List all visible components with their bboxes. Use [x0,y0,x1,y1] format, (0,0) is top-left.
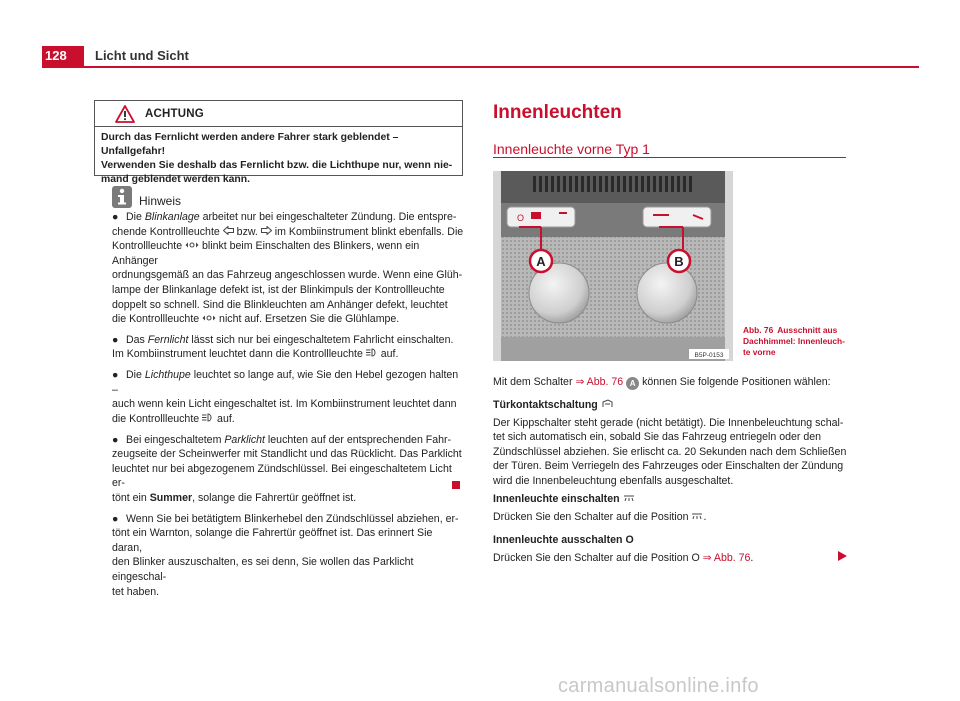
header-title: Licht und Sicht [95,48,189,63]
trailer-signal-icon [202,314,216,322]
figure-caption: Abb. 76 Ausschnitt aus Dachhimmel: Innenleuch- te vorne [743,325,845,358]
hint-bullet-fernlicht: ● Das Fernlicht lässt sich nur bei eingeschaltetem Fahrlicht einschalten. Im Kombiinstrument leuchtet dann die Kontrollleuchte auf. [112,333,454,361]
figure-reference-link[interactable]: ⇒ Abb. 76 [702,551,751,564]
light-off-block: Innenleuchte ausschalten O Drücken Sie den Schalter auf die Position O ⇒ Abb. 76. [493,533,848,565]
warning-header [95,101,462,127]
warning-text: Durch das Fernlicht werden andere Fahrer stark geblendet – Unfallgefahr! Verwenden Sie deshalb das Fernlicht bzw. die Lichthupe nur, wenn nie- mand geblendet werden kann. [101,132,453,186]
switch-b-rocker [643,207,711,227]
watermark: carmanualsonline.info [558,675,759,697]
callout-a-label: A [536,254,546,269]
section-title: Innenleuchten [493,102,622,123]
door-contact-icon [601,399,614,408]
light-on-heading: Innenleuchte einschalten [493,493,620,505]
hint-body [112,210,464,605]
door-contact-heading: Türkontaktschaltung [493,399,598,411]
warning-box [94,100,463,186]
circle-a-marker: A [626,377,639,390]
light-on-block: Innenleuchte einschalten Drücken Sie den Schalter auf die Position . [493,493,707,523]
interior-light-icon [623,494,635,502]
page-number: 128 [42,46,84,66]
callout-b-label: B [674,254,684,269]
continue-arrow-icon [838,551,847,561]
hint-bullet-lichthupe: ● Die Lichthupe leuchtet so lange auf, wie Sie den Hebel gezogen halten – auch wenn kein Licht eingeschaltet ist. Im Kombiinstrument leuchtet dann die Kontrollleuchte auf. [112,369,459,425]
hint-title: Hinweis [139,194,182,208]
section-end-marker [452,481,460,489]
light-off-heading: Innenleuchte ausschalten O [493,534,634,546]
turn-signal-left-icon [223,226,234,235]
door-contact-block: Türkontaktschaltung Der Kippschalter steht gerade (nicht betätigt). Die Innenbeleuchtung schal- tet sich automatisch ein, sobald Sie das Fahrzeug entriegeln oder den Zündschlüssel abziehen. Sie erlischt ca. 20 Sekunden nach dem Schließen der Türen. Beim Verriegeln des Fahrzeuges oder Einschalten der Zündung wird die Innenbeleuchtung ebenfalls ausgeschaltet. [493,399,847,488]
figure-code: B5P-0153 [694,352,724,359]
hint-bullet-parklicht: ● Bei eingeschaltetem Parklicht leuchten auf der entsprechenden Fahr- zeugseite der Scheinwerfer mit Standlicht und das Rücklicht. Das Parklicht leuchtet nur bei abgezogenem Zündschlüssel. Bei eingeschaltetem Licht er- tönt ein Summer, solange die Fahrertür geöffnet ist. [112,433,462,504]
figure-reference-link[interactable]: ⇒ Abb. 76 [575,376,624,388]
hint-bullet-blinker: ● Die Blinkanlage arbeitet nur bei eingeschalteter Zündung. Die entspre- chende Kontrollleuchte bzw. im Kombiinstrument blinkt ebenfalls. Die Kontrollleuchte blinkt beim Einschalten des Blinkers, wenn ein Anhänger ordnungsgemäß an das Fahrzeug angeschlossen wurde. Wenn eine Glüh- lampe der Blinkanlage defekt ist, ist der Blinkimpuls der Kontrollleuchte doppelt so schnell. Sind die Blinkleuchten am Anhänger defekt, leuchtet die Kontrollleuchte nicht auf. Ersetzen Sie die Glühlampe. [112,211,464,326]
subsection-title: Innenleuchte vorne Typ 1 [493,141,650,157]
subsection-rule [493,157,846,158]
header-rule [42,66,919,68]
hint-bullet-warnton: ● Wenn Sie bei betätigtem Blinkerhebel den Zündschlüssel abziehen, er- tönt ein Warnton, solange die Fahrertür geöffnet ist. Das erinnert Sie daran, den Blinker auszuschalten, es sei denn, Sie wollen das Parklicht eingeschal- tet haben. [112,512,459,598]
reading-light-right [637,263,697,323]
switch-off-label: O [517,213,525,223]
turn-signal-right-icon [261,226,272,235]
high-beam-icon [366,348,378,357]
info-hint-icon [112,186,132,208]
trailer-signal-icon [185,241,199,249]
intro-text: Mit dem Schalter ⇒ Abb. 76 A können Sie folgende Positionen wählen: [493,376,831,388]
high-beam-icon [202,413,214,422]
interior-light-icon [691,512,703,520]
door-symbol-icon [531,212,541,219]
warning-title: ACHTUNG [145,108,204,120]
warning-triangle-icon [115,105,135,123]
figure-interior-light [493,171,733,361]
